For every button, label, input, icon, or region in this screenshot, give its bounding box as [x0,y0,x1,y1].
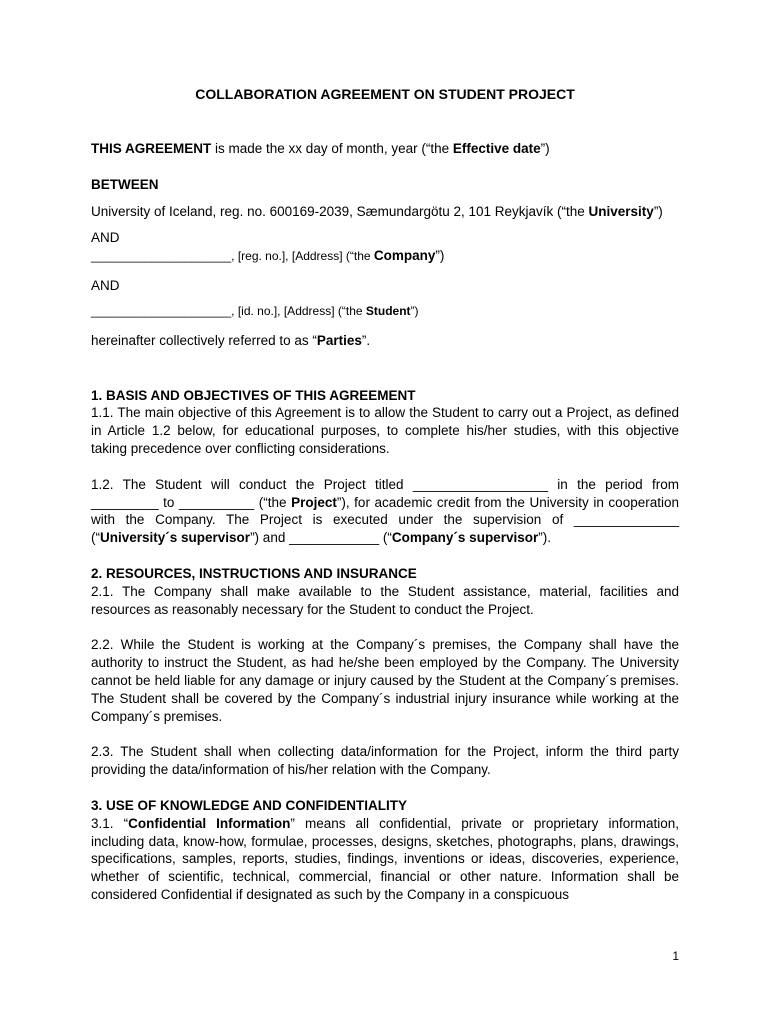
party-company-blank: _____________________ [91,248,232,263]
clause-1-2-text-b: ”), for academic credit from the University in cooperation with the Company. The Project is executed under the supervision of ______________ (“ [91,494,679,546]
intro-bold-agreement: THIS AGREEMENT [91,140,212,156]
clause-1-2-bold-university-supervisor: University´s supervisor [100,530,251,546]
document-title: COLLABORATION AGREEMENT ON STUDENT PROJECT [195,86,575,102]
page-number: 1 [672,949,679,963]
clause-3-1-bold: Confidential Information [128,815,291,831]
party-student-text: , [id. no.], [Address] (“the [231,303,366,318]
party-university-bold: University [588,204,654,220]
party-university-end: ”) [653,204,663,220]
clause-1-2-text-d: ”). [538,530,551,546]
clause-1-2-bold-project: Project [291,494,337,510]
party-student-bold: Student [365,303,411,318]
clause-1-2 [91,476,679,547]
clause-2-1: 2.1. The Company shall make available to the Student assistance, material, facilities and resources as reasonably necessary for the Student to conduct the Project. [91,583,679,617]
intro-text: is made the xx day of month, year (“the [211,140,453,156]
section-1-heading: 1. BASIS AND OBJECTIVES OF THIS AGREEMENT [91,387,416,403]
clause-1-1: 1.1. The main objective of this Agreement is to allow the Student to carry out a Project, as defined in Article 1.2 below, for educational purposes, to complete his/her studies, with this objective taking precedence over conflicting considerations. [91,405,679,456]
clause-3-1 [91,815,679,904]
party-company-end: ”) [435,247,445,263]
clause-1-2-text-c: ”) and ____________ (“ [250,530,392,546]
clause-1-2-bold-company-supervisor: Company´s supervisor [391,530,539,546]
party-student-end: ”) [410,303,419,318]
intro-bold-effective-date: Effective date [452,140,541,156]
document-body [91,86,679,904]
parties-definition [91,332,679,350]
party-student-blank: _____________________ [91,303,232,318]
intro-paragraph [91,140,679,158]
between-heading: BETWEEN [91,176,159,192]
party-student [91,303,679,320]
section-3-heading: 3. USE OF KNOWLEDGE AND CONFIDENTIALITY [91,797,408,813]
clause-2-3: 2.3. The Student shall when collecting data/information for the Project, inform the third party providing the data/information of his/her relation with the Company. [91,744,679,778]
intro-text-end: ”) [540,140,550,156]
clause-2-2: 2.2. While the Student is working at the Company´s premises, the Company shall have the authority to instruct the Student, as had he/she been employed by the Company. The University cannot be held liable for any damage or injury caused by the Student at the Company´s premises. The Student shall be covered by the Company´s industrial injury insurance while working at the Company´s premises. [91,637,679,724]
party-company-text: , [reg. no.], [Address] (“the [231,248,374,263]
party-university-text: University of Iceland, reg. no. 600169-2039, Sæmundargötu 2, 101 Reykjavík (“the [91,204,589,220]
and-label-2: AND [91,277,120,293]
clause-3-1-text-b: ” means all confidential, private or proprietary information, including data, know-how, formulae, processes, designs, sketches, photographs, plans, drawings, specifications, samples, reports, studies, findings, inventions or ideas, discoveries, experience, whether of scientific, technical, commercial, financial or other nature. Information shall be considered Confidential if designated as such by the Company in a conspicuous [91,815,679,902]
clause-3-1-text-a: 3.1. “ [91,815,129,831]
parties-bold: Parties [316,332,362,348]
parties-text: hereinafter collectively referred to as “ [91,332,317,348]
party-university [91,203,679,221]
and-label-1: AND [91,230,120,246]
clause-1-2-text-a: 1.2. The Student will conduct the Project titled __________________ in the period from _________ to __________ (“the [91,476,679,510]
parties-end: ”. [361,332,371,348]
section-2-heading: 2. RESOURCES, INSTRUCTIONS AND INSURANCE [91,565,417,581]
party-company-bold: Company [373,247,436,263]
party-company [91,247,679,265]
